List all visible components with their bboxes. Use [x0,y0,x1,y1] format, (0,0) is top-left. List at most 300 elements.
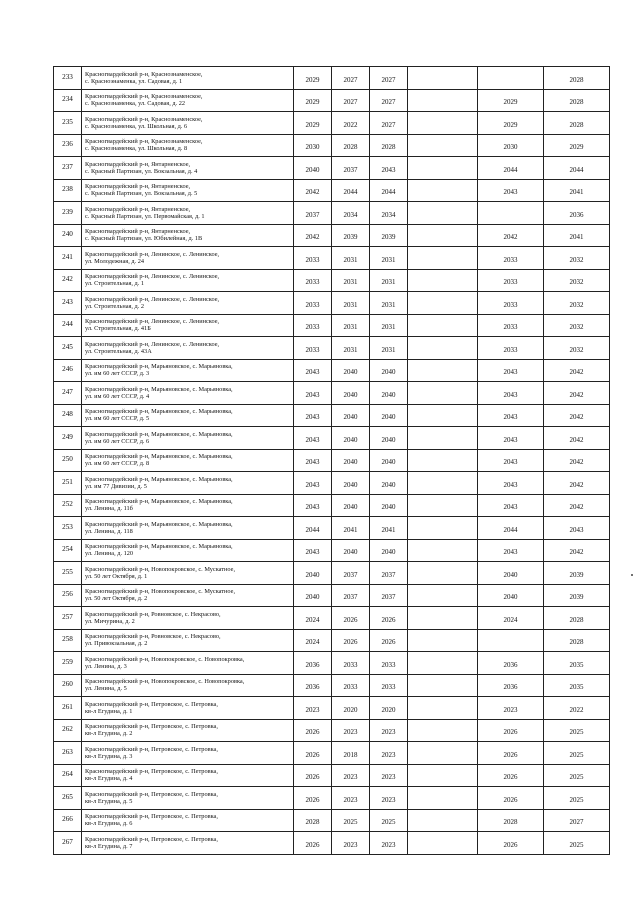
year-cell-5: 2043 [478,179,544,202]
table-row [54,584,610,607]
year-cell-5: 2024 [478,607,544,630]
year-cell-4 [408,697,478,720]
address-cell: Красногвардейский р-н, Краснознаменское, с. Красноэнаменка, ул. Садовая, д. 1 [82,67,294,90]
address-cell: Красногвардейский р-н, Марьяновское, с. Марьяновка, ул. Ленина, д. 11б [82,494,294,517]
year-cell-2: 2022 [332,112,370,135]
year-cell-3: 2033 [370,652,408,675]
year-cell-4 [408,224,478,247]
year-cell-2: 2031 [332,337,370,360]
year-cell-4 [408,427,478,450]
year-cell-5: 2029 [478,112,544,135]
year-cell-5: 2033 [478,292,544,315]
row-number: 234 [54,89,82,112]
row-number: 245 [54,337,82,360]
year-cell-2: 2027 [332,67,370,90]
year-cell-2: 2037 [332,584,370,607]
row-number: 267 [54,832,82,855]
year-cell-2: 2025 [332,809,370,832]
year-cell-2: 2028 [332,134,370,157]
table-row [54,719,610,742]
row-number: 246 [54,359,82,382]
year-cell-1: 2043 [294,427,332,450]
year-cell-6: 2025 [544,787,610,810]
row-number: 265 [54,787,82,810]
year-cell-4 [408,89,478,112]
row-number: 264 [54,764,82,787]
year-cell-2: 2040 [332,449,370,472]
table-row [54,67,610,90]
year-cell-6: 2039 [544,562,610,585]
year-cell-3: 2034 [370,202,408,225]
table-row [54,134,610,157]
year-cell-3: 2031 [370,269,408,292]
year-cell-2: 2031 [332,247,370,270]
year-cell-2: 2041 [332,517,370,540]
year-cell-5: 2026 [478,832,544,855]
year-cell-2: 2033 [332,674,370,697]
table-row [54,292,610,315]
year-cell-4 [408,404,478,427]
year-cell-5: 2029 [478,89,544,112]
year-cell-6: 2025 [544,719,610,742]
year-cell-1: 2043 [294,494,332,517]
year-cell-4 [408,337,478,360]
year-cell-5: 2040 [478,562,544,585]
year-cell-4 [408,314,478,337]
address-cell: Красногвардейский р-н, Ленинское, с. Ленинское, ул. Молодежная, д. 24 [82,247,294,270]
year-cell-5 [478,629,544,652]
year-cell-1: 2033 [294,247,332,270]
table-row [54,247,610,270]
year-cell-5: 2044 [478,157,544,180]
year-cell-4 [408,719,478,742]
year-cell-1: 2042 [294,224,332,247]
table-row [54,674,610,697]
year-cell-1: 2033 [294,269,332,292]
address-cell: Красногвардейский р-н, Петровское, с. Петровка, кв-л Егудина, д. 2 [82,719,294,742]
row-number: 258 [54,629,82,652]
table-row [54,629,610,652]
year-cell-1: 2030 [294,134,332,157]
table-row [54,112,610,135]
row-number: 256 [54,584,82,607]
year-cell-3: 2028 [370,134,408,157]
year-cell-2: 2040 [332,359,370,382]
year-cell-4 [408,157,478,180]
year-cell-1: 2024 [294,629,332,652]
year-cell-2: 2031 [332,314,370,337]
table-row [54,517,610,540]
address-cell: Красногвардейский р-н, Краснознаменское, с. Краснознаменка, ул. Школьная, д. 6 [82,112,294,135]
year-cell-3: 2026 [370,607,408,630]
address-cell: Красногвардейский р-н, Янтарненское, с. Красный Партизан, ул. Первомайская, д. 1 [82,202,294,225]
year-cell-6: 2035 [544,674,610,697]
year-cell-3: 2023 [370,787,408,810]
year-cell-1: 2040 [294,562,332,585]
address-cell: Красногвардейский р-н, Янтарненское, с. Красный Партизан, ул. Юбилейная, д. 1В [82,224,294,247]
table-row [54,742,610,765]
row-number: 248 [54,404,82,427]
year-cell-6: 2042 [544,494,610,517]
year-cell-3: 2025 [370,809,408,832]
row-number: 251 [54,472,82,495]
year-cell-5: 2026 [478,787,544,810]
year-cell-2: 2040 [332,404,370,427]
address-cell: Красногвардейский р-н, Ровновское, с. Некрасово, ул. Мичурина, д. 2 [82,607,294,630]
table-row [54,809,610,832]
year-cell-2: 2023 [332,764,370,787]
address-cell: Красногвардейский р-н, Марьяновское, с. Марьяновка, ул. им 77 Дивизии, д. 5 [82,472,294,495]
year-cell-2: 2031 [332,292,370,315]
row-number: 257 [54,607,82,630]
year-cell-4 [408,179,478,202]
year-cell-3: 2020 [370,697,408,720]
year-cell-3: 2027 [370,67,408,90]
row-number: 244 [54,314,82,337]
year-cell-2: 2037 [332,562,370,585]
address-cell: Красногвардейский р-н, Ленинское, с. Ленинское, ул. Строительная, д. 43А [82,337,294,360]
year-cell-1: 2026 [294,742,332,765]
table-row [54,494,610,517]
table-row [54,224,610,247]
year-cell-4 [408,787,478,810]
row-number: 247 [54,382,82,405]
year-cell-3: 2040 [370,494,408,517]
year-cell-5: 2026 [478,719,544,742]
year-cell-2: 2040 [332,472,370,495]
year-cell-1: 2026 [294,764,332,787]
year-cell-5: 2043 [478,472,544,495]
row-number: 237 [54,157,82,180]
year-cell-6: 2041 [544,224,610,247]
year-cell-3: 2026 [370,629,408,652]
year-cell-3: 2040 [370,539,408,562]
year-cell-3: 2033 [370,674,408,697]
year-cell-6: 2025 [544,742,610,765]
address-cell: Красногвардейский р-н, Марьяновское, с. Марьяновка, ул. им 60 лет СССР, д. 8 [82,449,294,472]
year-cell-1: 2028 [294,809,332,832]
address-cell: Красногвардейский р-н, Новопокровское, с. Мускатное, ул. 50 лет Октября, д. 1 [82,562,294,585]
year-cell-1: 2040 [294,157,332,180]
year-cell-4 [408,562,478,585]
year-cell-1: 2026 [294,719,332,742]
address-cell: Красногвардейский р-н, Петровское, с. Петровка, кв-л Егудина, д. 3 [82,742,294,765]
year-cell-1: 2044 [294,517,332,540]
table-row [54,179,610,202]
table-row [54,832,610,855]
table-row [54,449,610,472]
year-cell-5: 2040 [478,584,544,607]
table-row [54,337,610,360]
table-row [54,652,610,675]
year-cell-1: 2043 [294,382,332,405]
address-cell: Красногвардейский р-н, Ленинское, с. Ленинское, ул. Строительная, д. 2 [82,292,294,315]
year-cell-3: 2023 [370,742,408,765]
year-cell-4 [408,269,478,292]
row-number: 266 [54,809,82,832]
year-cell-5: 2043 [478,359,544,382]
row-number: 241 [54,247,82,270]
address-cell: Красногвардейский р-н, Янтарненское, с. Красный Партизан, ул. Вокзальная, д. 5 [82,179,294,202]
year-cell-4 [408,67,478,90]
year-cell-4 [408,652,478,675]
year-cell-1: 2036 [294,674,332,697]
year-cell-2: 2044 [332,179,370,202]
year-cell-2: 2040 [332,494,370,517]
year-cell-5 [478,202,544,225]
year-cell-6: 2028 [544,607,610,630]
year-cell-3: 2040 [370,449,408,472]
address-cell: Красногвардейский р-н, Ровновское, с. Некрасово, ул. Привокзальная, д. 2 [82,629,294,652]
table-row [54,697,610,720]
year-cell-4 [408,539,478,562]
year-cell-4 [408,629,478,652]
year-cell-6: 2042 [544,404,610,427]
year-cell-6: 2042 [544,382,610,405]
year-cell-2: 2040 [332,382,370,405]
row-number: 253 [54,517,82,540]
year-cell-5 [478,67,544,90]
year-cell-3: 2040 [370,404,408,427]
year-cell-3: 2023 [370,764,408,787]
year-cell-1: 2043 [294,359,332,382]
row-number: 238 [54,179,82,202]
year-cell-3: 2031 [370,247,408,270]
year-cell-6: 2042 [544,472,610,495]
row-number: 255 [54,562,82,585]
year-cell-3: 2043 [370,157,408,180]
year-cell-1: 2033 [294,314,332,337]
year-cell-2: 2020 [332,697,370,720]
address-cell: Красногвардейский р-н, Петровское, с. Петровка, кв-л Егудина, д. 7 [82,832,294,855]
row-number: 263 [54,742,82,765]
row-number: 233 [54,67,82,90]
address-cell: Красногвардейский р-н, Марьяновское, с. Марьяновка, ул. Ленина, д. 118 [82,517,294,540]
table-row [54,359,610,382]
year-cell-3: 2040 [370,382,408,405]
address-cell: Красногвардейский р-н, Краснознаменское, с. Краснознаменка, ул. Школьная, д. 8 [82,134,294,157]
year-cell-4 [408,584,478,607]
year-cell-2: 2034 [332,202,370,225]
year-cell-4 [408,764,478,787]
table-row [54,539,610,562]
year-cell-6: 2028 [544,67,610,90]
table-row [54,202,610,225]
year-cell-4 [408,742,478,765]
address-cell: Красногвардейский р-н, Марьяновское, с. Марьяновка, ул. им 60 лет СССР, д. 6 [82,427,294,450]
address-cell: Красногвардейский р-н, Янтарненское, с. Красный Партизан, ул. Вокзальная, д. 4 [82,157,294,180]
address-cell: Красногвардейский р-н, Петровское, с. Петровка, кв-л Егудина, д. 4 [82,764,294,787]
year-cell-3: 2023 [370,832,408,855]
year-cell-5: 2043 [478,449,544,472]
year-cell-1: 2026 [294,787,332,810]
row-number: 261 [54,697,82,720]
year-cell-2: 2023 [332,832,370,855]
year-cell-6: 2042 [544,539,610,562]
table-row [54,427,610,450]
year-cell-6: 2042 [544,427,610,450]
year-cell-2: 2040 [332,539,370,562]
year-cell-5: 2033 [478,337,544,360]
year-cell-1: 2043 [294,404,332,427]
year-cell-1: 2029 [294,89,332,112]
address-cell: Красногвардейский р-н, Марьяновское, с. Марьяновка, ул. им 60 лет СССР, д. 4 [82,382,294,405]
document-page [53,66,609,855]
address-cell: Красногвардейский р-н, Краснознаменское, с. Краснознаменка, ул. Садовая, д. 22 [82,89,294,112]
table-row [54,382,610,405]
year-cell-6: 2042 [544,359,610,382]
address-cell: Красногвардейский р-н, Ленинское, с. Ленинское, ул. Строительная, д. 41Б [82,314,294,337]
year-cell-2: 2039 [332,224,370,247]
year-cell-1: 2029 [294,67,332,90]
year-cell-4 [408,292,478,315]
year-cell-5: 2043 [478,427,544,450]
table-row [54,269,610,292]
year-cell-4 [408,809,478,832]
year-cell-6: 2028 [544,629,610,652]
table-row [54,472,610,495]
year-cell-5: 2036 [478,652,544,675]
year-cell-1: 2026 [294,832,332,855]
year-cell-6: 2025 [544,832,610,855]
year-cell-1: 2037 [294,202,332,225]
year-cell-1: 2036 [294,652,332,675]
address-cell: Красногвардейский р-н, Петровское, с. Петровка, кв-л Егудина, д. 5 [82,787,294,810]
schedule-table [53,66,610,855]
year-cell-5: 2026 [478,742,544,765]
scan-speck [631,574,633,576]
table-row [54,89,610,112]
year-cell-6: 2044 [544,157,610,180]
year-cell-3: 2023 [370,719,408,742]
year-cell-3: 2040 [370,359,408,382]
year-cell-5: 2036 [478,674,544,697]
table-row [54,562,610,585]
year-cell-1: 2043 [294,539,332,562]
year-cell-2: 2037 [332,157,370,180]
year-cell-3: 2027 [370,89,408,112]
row-number: 239 [54,202,82,225]
row-number: 242 [54,269,82,292]
address-cell: Красногвардейский р-н, Петровское, с. Петровка, кв-л Егудина, д. 6 [82,809,294,832]
year-cell-3: 2040 [370,427,408,450]
year-cell-4 [408,472,478,495]
year-cell-6: 2042 [544,449,610,472]
row-number: 252 [54,494,82,517]
table-row [54,314,610,337]
year-cell-3: 2037 [370,562,408,585]
year-cell-2: 2018 [332,742,370,765]
year-cell-2: 2027 [332,89,370,112]
table-row [54,764,610,787]
row-number: 236 [54,134,82,157]
year-cell-5: 2043 [478,382,544,405]
year-cell-1: 2042 [294,179,332,202]
address-cell: Красногвардейский р-н, Марьяновское, с. Марьяновка, ул. им 60 лет СССР, д. 3 [82,359,294,382]
year-cell-5: 2023 [478,697,544,720]
year-cell-5: 2043 [478,494,544,517]
year-cell-3: 2037 [370,584,408,607]
year-cell-1: 2033 [294,292,332,315]
year-cell-6: 2029 [544,134,610,157]
year-cell-3: 2031 [370,337,408,360]
year-cell-4 [408,202,478,225]
row-number: 250 [54,449,82,472]
year-cell-4 [408,607,478,630]
address-cell: Красногвардейский р-н, Новопокровское, с. Новопокровка, ул. Ленина, д. 3 [82,652,294,675]
year-cell-6: 2032 [544,269,610,292]
year-cell-6: 2025 [544,764,610,787]
year-cell-2: 2023 [332,719,370,742]
address-cell: Красногвардейский р-н, Новопокровское, с. Новопокровка, ул. Ленина, д. 5 [82,674,294,697]
year-cell-4 [408,517,478,540]
row-number: 240 [54,224,82,247]
year-cell-4 [408,674,478,697]
year-cell-3: 2031 [370,292,408,315]
year-cell-4 [408,247,478,270]
table-row [54,787,610,810]
year-cell-3: 2044 [370,179,408,202]
year-cell-2: 2026 [332,629,370,652]
year-cell-3: 2041 [370,517,408,540]
year-cell-6: 2041 [544,179,610,202]
year-cell-2: 2026 [332,607,370,630]
year-cell-1: 2043 [294,449,332,472]
year-cell-4 [408,449,478,472]
year-cell-5: 2043 [478,404,544,427]
year-cell-5: 2033 [478,269,544,292]
year-cell-6: 2032 [544,292,610,315]
year-cell-4 [408,359,478,382]
year-cell-4 [408,134,478,157]
row-number: 243 [54,292,82,315]
row-number: 259 [54,652,82,675]
year-cell-4 [408,494,478,517]
row-number: 249 [54,427,82,450]
row-number: 262 [54,719,82,742]
year-cell-6: 2022 [544,697,610,720]
row-number: 235 [54,112,82,135]
year-cell-3: 2031 [370,314,408,337]
year-cell-1: 2023 [294,697,332,720]
year-cell-5: 2044 [478,517,544,540]
table-row [54,157,610,180]
year-cell-5: 2043 [478,539,544,562]
address-cell: Красногвардейский р-н, Ленинское, с. Ленинское, ул. Строительная, д. 1 [82,269,294,292]
table-row [54,607,610,630]
year-cell-3: 2039 [370,224,408,247]
year-cell-5: 2033 [478,247,544,270]
year-cell-6: 2036 [544,202,610,225]
year-cell-6: 2043 [544,517,610,540]
table-body [54,67,610,855]
address-cell: Красногвардейский р-н, Новопокровское, с. Мускатное, ул. 50 лет Октября, д. 2 [82,584,294,607]
year-cell-1: 2029 [294,112,332,135]
year-cell-1: 2040 [294,584,332,607]
year-cell-2: 2031 [332,269,370,292]
year-cell-1: 2043 [294,472,332,495]
year-cell-5: 2042 [478,224,544,247]
year-cell-3: 2027 [370,112,408,135]
row-number: 254 [54,539,82,562]
year-cell-5: 2026 [478,764,544,787]
year-cell-4 [408,112,478,135]
address-cell: Красногвардейский р-н, Марьяновское, с. Марьяновка, ул. Ленина, д. 120 [82,539,294,562]
year-cell-6: 2028 [544,89,610,112]
year-cell-2: 2033 [332,652,370,675]
year-cell-5: 2028 [478,809,544,832]
address-cell: Красногвардейский р-н, Петровское, с. Петровка, кв-л Егудина, д. 1 [82,697,294,720]
